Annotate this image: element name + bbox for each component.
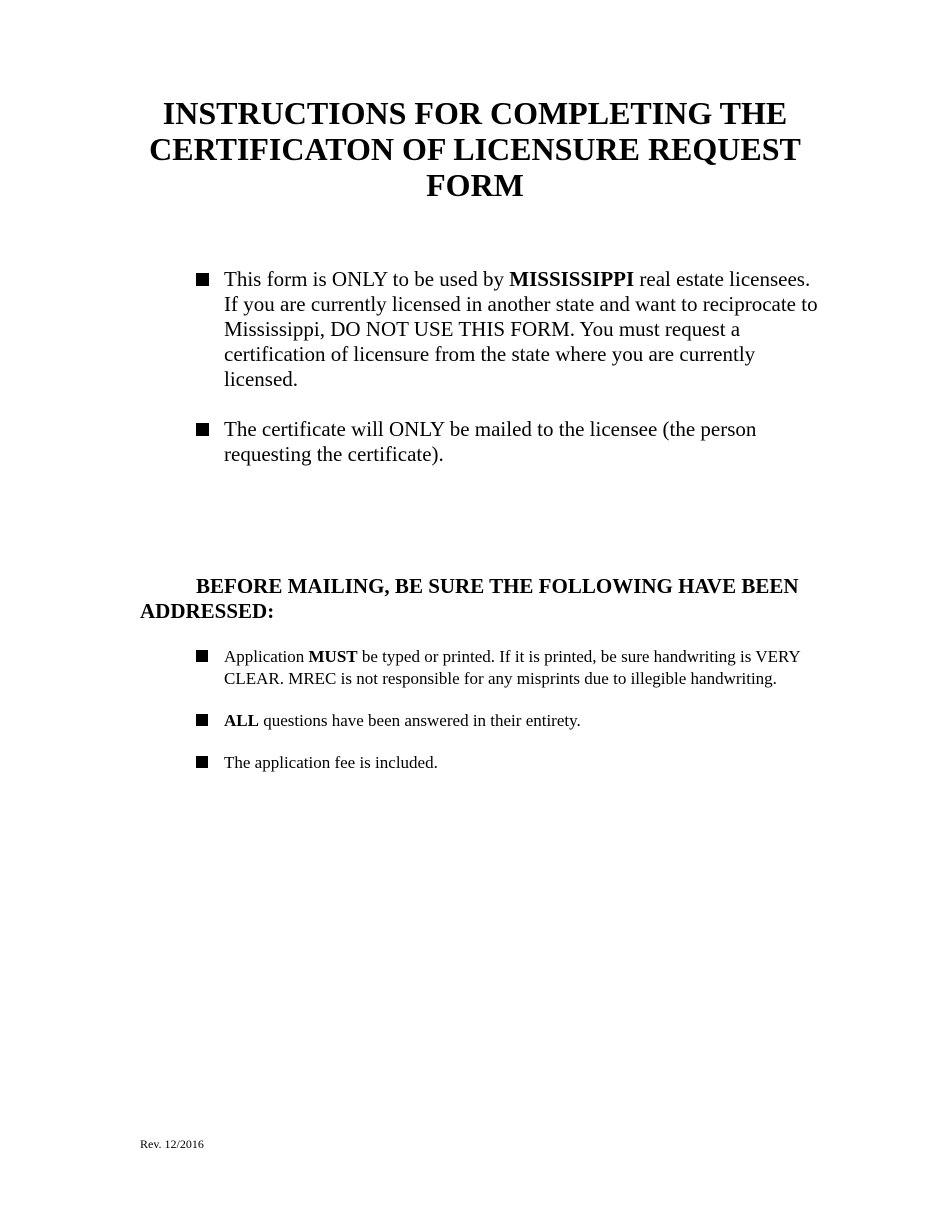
checklist-item-fee [196,752,821,774]
checklist-item-text-end: be typed or printed. If it is printed, be sure handwriting is VERY CLEAR. MREC is not responsible for any misprints due to illegible handwriting. [224,647,801,688]
checklist-item-emphasis: ALL [224,711,259,730]
square-bullet-icon [196,273,209,286]
intro-item-text-start: This form is ONLY to be used by [224,267,510,291]
intro-item-text: The certificate will ONLY be mailed to the licensee (the person requesting the certificate). [224,417,757,466]
revision-date: Rev. 12/2016 [140,1137,204,1151]
intro-item-text-end: real estate licensees. If you are currently licensed in another state and want to reciprocate to Mississippi, DO NOT USE THIS FORM. You must request a certification of licensure from the state where you are currently licensed. [224,267,818,391]
checklist-item-emphasis: MUST [308,647,358,666]
checklist-item-text: The application fee is included. [224,753,438,772]
checklist-item-text-start: Application [224,647,309,666]
checklist [196,646,821,774]
checklist-item-text-end: questions have been answered in their entirety. [258,711,581,730]
intro-item-only-mississippi [196,267,821,392]
intro-item-emphasis: MISSISSIPPI [509,267,635,291]
square-bullet-icon [196,714,208,726]
intro-item-mailing [196,417,821,467]
checklist-heading: BEFORE MAILING, BE SURE THE FOLLOWING HAVE BEEN ADDRESSED: [140,574,799,623]
square-bullet-icon [196,756,208,768]
checklist-item-typed-or-printed [196,646,821,690]
intro-list [196,267,821,467]
page-title: INSTRUCTIONS FOR COMPLETING THE CERTIFICATON OF LICENSURE REQUEST FORM [149,95,801,203]
square-bullet-icon [196,423,209,436]
square-bullet-icon [196,650,208,662]
checklist-item-all-questions [196,710,821,732]
